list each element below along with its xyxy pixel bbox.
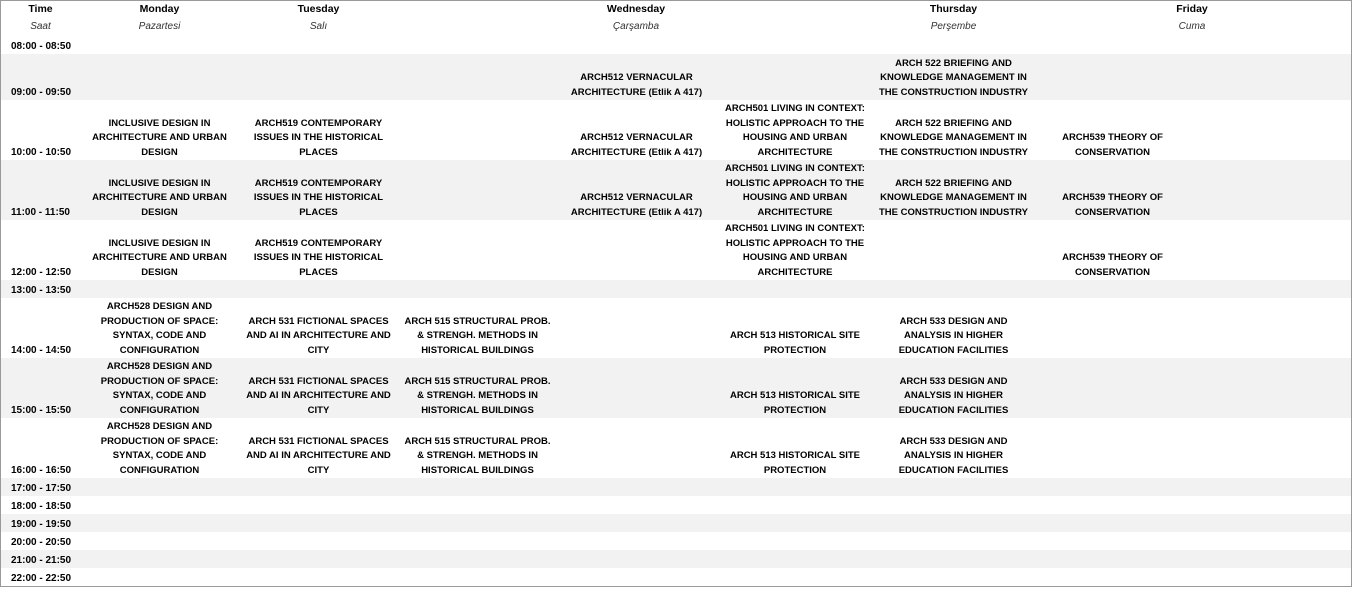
- time-slot-text: 09:00 - 09:50: [11, 86, 72, 98]
- header-day-text: Monday: [139, 3, 180, 16]
- course-cell-text: ARCH 533 DESIGN AND ANALYSIS IN HIGHER EDUCATION FACILITIES: [898, 315, 1009, 356]
- empty-cell: [874, 36, 1034, 55]
- subheader-day: [398, 18, 875, 37]
- empty-cell: [874, 280, 1034, 299]
- course-cell: [557, 160, 717, 221]
- empty-cell: [874, 550, 1034, 569]
- empty-cell: [874, 568, 1034, 587]
- time-slot: [0, 358, 81, 419]
- empty-cell: [874, 220, 1034, 281]
- course-cell-text: ARCH519 CONTEMPORARY ISSUES IN THE HISTORICAL PLACES: [253, 177, 384, 218]
- time-slot-text: 17:00 - 17:50: [11, 482, 72, 494]
- empty-cell: [80, 36, 240, 55]
- empty-cell: [557, 36, 717, 55]
- subheader-day: [239, 18, 399, 37]
- time-slot-text: 22:00 - 22:50: [11, 572, 72, 584]
- course-cell-text: ARCH 533 DESIGN AND ANALYSIS IN HIGHER EDUCATION FACILITIES: [898, 375, 1009, 416]
- course-cell: [874, 100, 1034, 161]
- course-cell: [716, 220, 875, 281]
- empty-cell: [557, 550, 717, 569]
- empty-cell: [1033, 568, 1193, 587]
- course-cell: [239, 220, 399, 281]
- course-cell: [398, 418, 558, 479]
- course-cell-text: INCLUSIVE DESIGN IN ARCHITECTURE AND URBAN DESIGN: [92, 237, 227, 278]
- course-cell: [398, 358, 558, 419]
- empty-cell: [716, 568, 875, 587]
- course-cell-text: ARCH 531 FICTIONAL SPACES AND AI IN ARCHITECTURE AND CITY: [246, 375, 391, 416]
- subheader-day: [1033, 18, 1352, 37]
- course-cell: [716, 160, 875, 221]
- time-slot-text: 12:00 - 12:50: [11, 266, 72, 278]
- empty-cell: [1192, 220, 1352, 281]
- time-slot: [0, 532, 81, 551]
- course-cell: [80, 220, 240, 281]
- course-cell-text: ARCH539 THEORY OF CONSERVATION: [1062, 132, 1163, 158]
- empty-cell: [716, 280, 875, 299]
- empty-cell: [1192, 358, 1352, 419]
- course-cell: [239, 100, 399, 161]
- empty-cell: [1033, 418, 1193, 479]
- course-cell-text: ARCH512 VERNACULAR ARCHITECTURE (Etlik A 417): [570, 72, 703, 98]
- empty-cell: [1192, 532, 1352, 551]
- header-day: [80, 0, 240, 19]
- header-day-text: Thursday: [929, 3, 978, 16]
- empty-cell: [1033, 532, 1193, 551]
- empty-cell: [239, 54, 399, 101]
- empty-cell: [716, 550, 875, 569]
- empty-cell: [716, 496, 875, 515]
- empty-cell: [239, 532, 399, 551]
- course-cell: [80, 418, 240, 479]
- empty-cell: [1033, 358, 1193, 419]
- time-slot: [0, 298, 81, 359]
- empty-cell: [80, 496, 240, 515]
- time-slot-text: 15:00 - 15:50: [11, 404, 72, 416]
- time-slot: [0, 496, 81, 515]
- course-cell-text: ARCH528 DESIGN AND PRODUCTION OF SPACE: SYNTAX, CODE AND CONFIGURATION: [100, 301, 219, 356]
- time-slot: [0, 160, 81, 221]
- empty-cell: [398, 478, 558, 497]
- time-slot: [0, 100, 81, 161]
- course-cell: [874, 358, 1034, 419]
- empty-cell: [557, 478, 717, 497]
- empty-cell: [239, 568, 399, 587]
- empty-cell: [557, 532, 717, 551]
- course-cell-text: ARCH 531 FICTIONAL SPACES AND AI IN ARCHITECTURE AND CITY: [246, 315, 391, 356]
- course-cell-text: ARCH 513 HISTORICAL SITE PROTECTION: [729, 390, 861, 416]
- empty-cell: [1192, 496, 1352, 515]
- empty-cell: [1192, 160, 1352, 221]
- empty-cell: [1192, 418, 1352, 479]
- subheader-day-text: Salı: [309, 20, 328, 32]
- course-cell-text: ARCH519 CONTEMPORARY ISSUES IN THE HISTORICAL PLACES: [253, 237, 384, 278]
- course-cell: [874, 160, 1034, 221]
- empty-cell: [239, 478, 399, 497]
- course-cell: [716, 298, 875, 359]
- course-cell: [239, 298, 399, 359]
- subheader-day-text: Çarşamba: [612, 20, 660, 32]
- empty-cell: [874, 478, 1034, 497]
- course-cell: [1033, 100, 1193, 161]
- course-cell: [716, 418, 875, 479]
- time-slot-text: 18:00 - 18:50: [11, 500, 72, 512]
- course-cell: [80, 100, 240, 161]
- empty-cell: [557, 280, 717, 299]
- time-slot: [0, 418, 81, 479]
- course-cell-text: ARCH 533 DESIGN AND ANALYSIS IN HIGHER EDUCATION FACILITIES: [898, 435, 1009, 476]
- course-cell: [716, 358, 875, 419]
- time-slot: [0, 568, 81, 587]
- time-slot-text: 13:00 - 13:50: [11, 284, 72, 296]
- empty-cell: [80, 568, 240, 587]
- empty-cell: [1192, 100, 1352, 161]
- header-day: [239, 0, 399, 19]
- course-cell-text: ARCH528 DESIGN AND PRODUCTION OF SPACE: SYNTAX, CODE AND CONFIGURATION: [100, 361, 219, 416]
- empty-cell: [1192, 298, 1352, 359]
- empty-cell: [398, 36, 558, 55]
- course-cell-text: ARCH 515 STRUCTURAL PROB. & STRENGH. METHODS IN HISTORICAL BUILDINGS: [404, 435, 551, 476]
- empty-cell: [1033, 478, 1193, 497]
- time-slot: [0, 220, 81, 281]
- empty-cell: [1033, 54, 1193, 101]
- empty-cell: [1192, 54, 1352, 101]
- course-cell-text: ARCH 515 STRUCTURAL PROB. & STRENGH. METHODS IN HISTORICAL BUILDINGS: [404, 315, 551, 356]
- empty-cell: [1192, 36, 1352, 55]
- header-time-text: Time: [28, 3, 53, 16]
- time-slot-text: 11:00 - 11:50: [11, 206, 70, 218]
- empty-cell: [1033, 496, 1193, 515]
- empty-cell: [398, 514, 558, 533]
- header-day: [874, 0, 1034, 19]
- empty-cell: [398, 550, 558, 569]
- course-cell-text: ARCH501 LIVING IN CONTEXT: HOLISTIC APPROACH TO THE HOUSING AND URBAN ARCHITECTURE: [725, 103, 865, 158]
- empty-cell: [874, 514, 1034, 533]
- empty-cell: [1192, 478, 1352, 497]
- empty-cell: [398, 100, 558, 161]
- header-time: [0, 0, 81, 19]
- course-cell: [1033, 160, 1193, 221]
- time-slot-text: 16:00 - 16:50: [11, 464, 72, 476]
- time-slot: [0, 36, 81, 55]
- course-cell-text: INCLUSIVE DESIGN IN ARCHITECTURE AND URBAN DESIGN: [92, 117, 227, 158]
- time-slot-text: 20:00 - 20:50: [11, 536, 72, 548]
- time-slot-text: 10:00 - 10:50: [11, 146, 72, 158]
- subheader-time-text: Saat: [30, 20, 51, 32]
- course-cell-text: ARCH 515 STRUCTURAL PROB. & STRENGH. METHODS IN HISTORICAL BUILDINGS: [404, 375, 551, 416]
- course-cell-text: ARCH539 THEORY OF CONSERVATION: [1062, 192, 1163, 218]
- header-day: [398, 0, 875, 19]
- empty-cell: [80, 532, 240, 551]
- course-cell: [557, 100, 717, 161]
- empty-cell: [398, 568, 558, 587]
- empty-cell: [557, 418, 717, 479]
- empty-cell: [716, 514, 875, 533]
- empty-cell: [80, 280, 240, 299]
- subheader-day: [874, 18, 1034, 37]
- empty-cell: [716, 478, 875, 497]
- course-cell-text: ARCH512 VERNACULAR ARCHITECTURE (Etlik A 417): [570, 192, 703, 218]
- empty-cell: [1033, 280, 1193, 299]
- course-cell: [1033, 220, 1193, 281]
- empty-cell: [874, 532, 1034, 551]
- empty-cell: [239, 514, 399, 533]
- empty-cell: [80, 54, 240, 101]
- empty-cell: [1033, 36, 1193, 55]
- empty-cell: [80, 514, 240, 533]
- empty-cell: [1192, 280, 1352, 299]
- subheader-day: [80, 18, 240, 37]
- empty-cell: [557, 514, 717, 533]
- course-cell: [716, 100, 875, 161]
- empty-cell: [1033, 550, 1193, 569]
- empty-cell: [1192, 550, 1352, 569]
- course-cell-text: ARCH 513 HISTORICAL SITE PROTECTION: [729, 450, 861, 476]
- empty-cell: [398, 160, 558, 221]
- time-slot-text: 14:00 - 14:50: [11, 344, 72, 356]
- header-day-text: Tuesday: [297, 3, 340, 16]
- empty-cell: [1192, 568, 1352, 587]
- empty-cell: [80, 478, 240, 497]
- empty-cell: [398, 220, 558, 281]
- empty-cell: [557, 568, 717, 587]
- course-cell: [557, 54, 717, 101]
- empty-cell: [398, 532, 558, 551]
- course-cell-text: ARCH501 LIVING IN CONTEXT: HOLISTIC APPROACH TO THE HOUSING AND URBAN ARCHITECTURE: [725, 163, 865, 218]
- course-cell-text: ARCH 513 HISTORICAL SITE PROTECTION: [729, 330, 861, 356]
- course-cell: [874, 54, 1034, 101]
- empty-cell: [80, 550, 240, 569]
- header-day-text: Friday: [1176, 3, 1208, 16]
- subheader-day-text: Perşembe: [930, 20, 977, 32]
- course-cell-text: ARCH539 THEORY OF CONSERVATION: [1062, 252, 1163, 278]
- course-cell: [80, 160, 240, 221]
- course-cell-text: ARCH 522 BRIEFING AND KNOWLEDGE MANAGEMENT IN THE CONSTRUCTION INDUSTRY: [878, 57, 1028, 98]
- empty-cell: [716, 36, 875, 55]
- course-cell-text: ARCH 522 BRIEFING AND KNOWLEDGE MANAGEMENT IN THE CONSTRUCTION INDUSTRY: [878, 117, 1028, 158]
- empty-cell: [557, 220, 717, 281]
- time-slot: [0, 54, 81, 101]
- time-slot-text: 19:00 - 19:50: [11, 518, 72, 530]
- empty-cell: [874, 496, 1034, 515]
- empty-cell: [239, 36, 399, 55]
- empty-cell: [557, 358, 717, 419]
- course-cell-text: ARCH 531 FICTIONAL SPACES AND AI IN ARCHITECTURE AND CITY: [246, 435, 391, 476]
- empty-cell: [716, 532, 875, 551]
- empty-cell: [239, 550, 399, 569]
- empty-cell: [1033, 514, 1193, 533]
- time-slot: [0, 550, 81, 569]
- empty-cell: [1033, 298, 1193, 359]
- empty-cell: [239, 496, 399, 515]
- course-cell-text: ARCH528 DESIGN AND PRODUCTION OF SPACE: SYNTAX, CODE AND CONFIGURATION: [100, 421, 219, 476]
- time-slot: [0, 478, 81, 497]
- course-cell: [80, 298, 240, 359]
- course-cell-text: ARCH 522 BRIEFING AND KNOWLEDGE MANAGEMENT IN THE CONSTRUCTION INDUSTRY: [878, 177, 1028, 218]
- course-cell-text: ARCH512 VERNACULAR ARCHITECTURE (Etlik A 417): [570, 132, 703, 158]
- course-cell: [239, 358, 399, 419]
- subheader-time: [0, 18, 81, 37]
- course-cell: [874, 418, 1034, 479]
- empty-cell: [716, 54, 875, 101]
- time-slot: [0, 514, 81, 533]
- empty-cell: [557, 298, 717, 359]
- empty-cell: [239, 280, 399, 299]
- header-day-text: Wednesday: [606, 3, 666, 16]
- empty-cell: [557, 496, 717, 515]
- time-slot-text: 08:00 - 08:50: [11, 40, 72, 52]
- course-cell: [874, 298, 1034, 359]
- course-cell: [80, 358, 240, 419]
- time-slot: [0, 280, 81, 299]
- time-slot-text: 21:00 - 21:50: [11, 554, 72, 566]
- empty-cell: [398, 280, 558, 299]
- course-cell-text: ARCH519 CONTEMPORARY ISSUES IN THE HISTORICAL PLACES: [253, 117, 384, 158]
- header-day: [1033, 0, 1352, 19]
- subheader-day-text: Pazartesi: [138, 20, 181, 32]
- course-cell: [239, 418, 399, 479]
- course-cell-text: INCLUSIVE DESIGN IN ARCHITECTURE AND URBAN DESIGN: [92, 177, 227, 218]
- empty-cell: [398, 54, 558, 101]
- course-cell: [398, 298, 558, 359]
- course-cell-text: ARCH501 LIVING IN CONTEXT: HOLISTIC APPROACH TO THE HOUSING AND URBAN ARCHITECTURE: [725, 223, 865, 278]
- empty-cell: [398, 496, 558, 515]
- empty-cell: [1192, 514, 1352, 533]
- subheader-day-text: Cuma: [1178, 20, 1206, 32]
- course-cell: [239, 160, 399, 221]
